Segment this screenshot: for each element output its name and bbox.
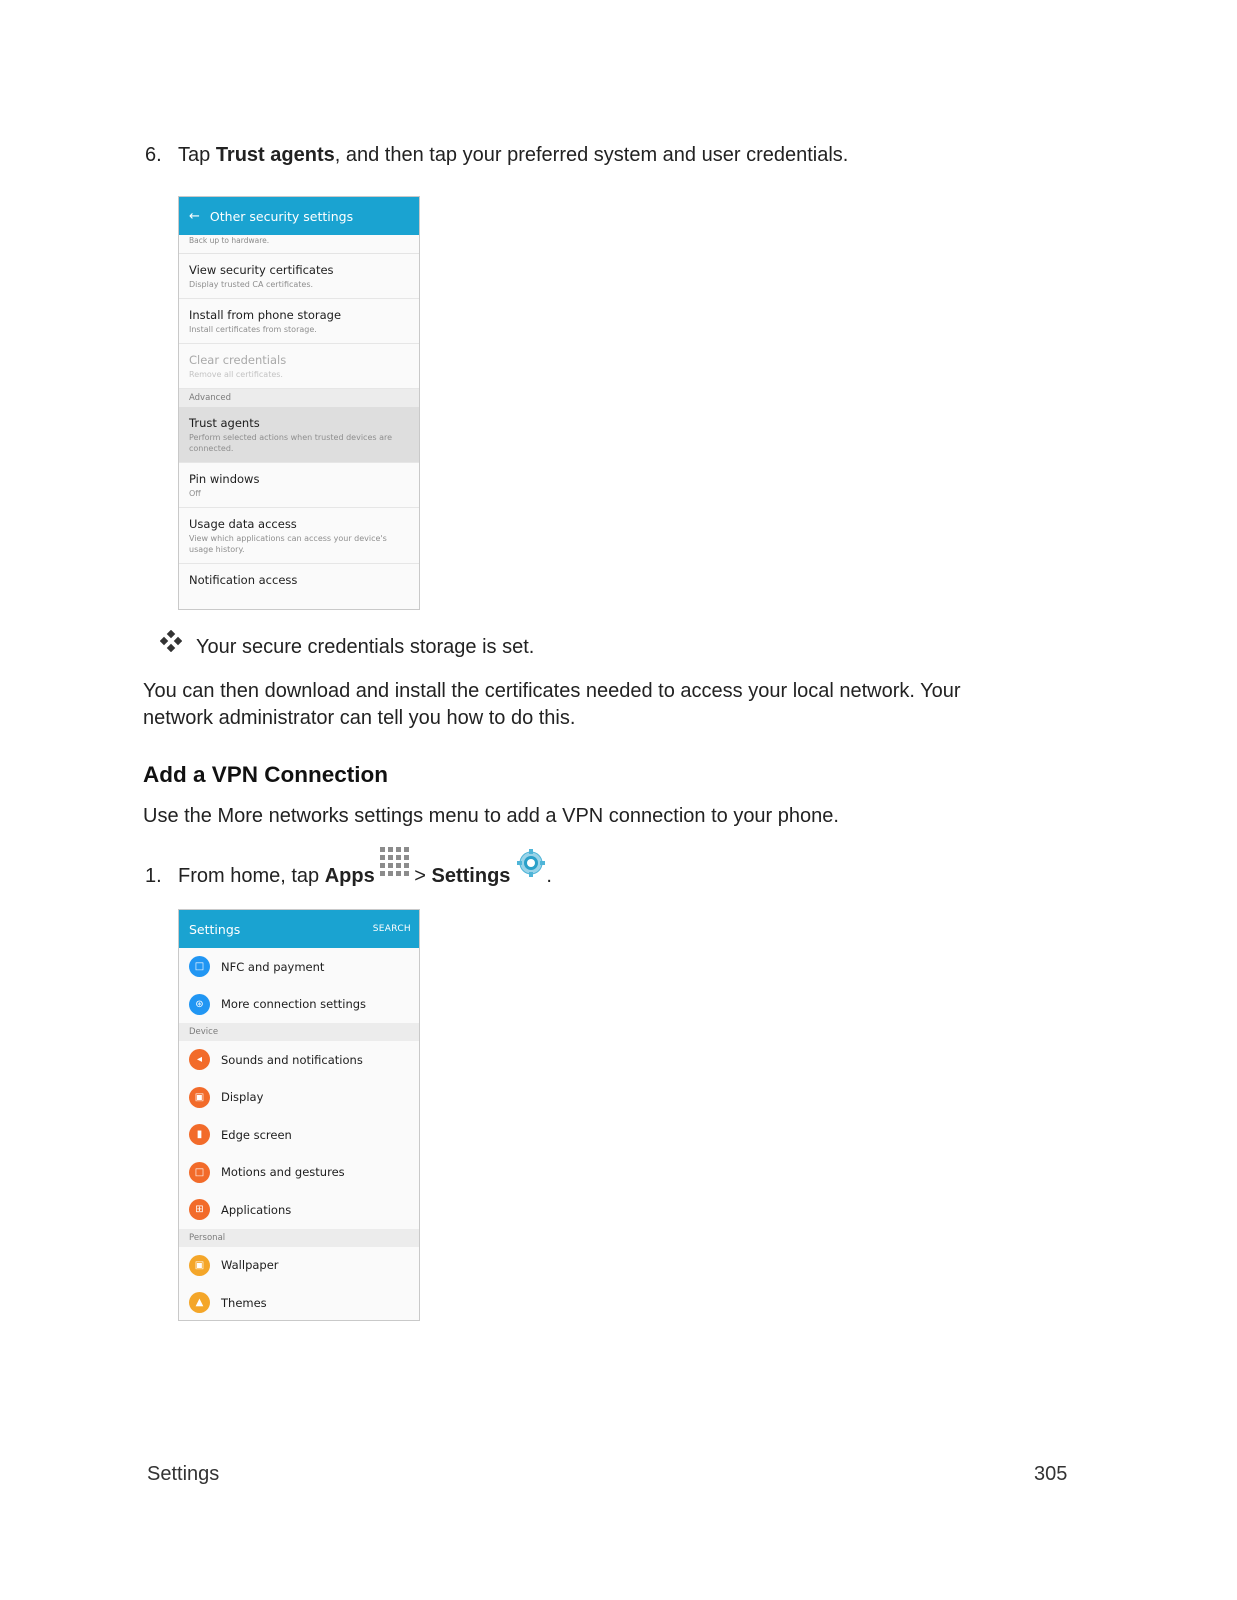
install-from-storage-item[interactable]: Install from phone storage Install certificates from storage. bbox=[179, 299, 419, 344]
wallpaper-row[interactable]: ▣ Wallpaper bbox=[179, 1247, 419, 1285]
notification-access-item[interactable]: Notification access bbox=[189, 573, 298, 587]
sound-icon: ◂ bbox=[189, 1049, 210, 1070]
motions-gestures-row[interactable]: □ Motions and gestures bbox=[179, 1154, 419, 1192]
nfc-payment-row[interactable]: □ NFC and payment bbox=[179, 948, 419, 986]
wallpaper-icon: ▣ bbox=[189, 1255, 210, 1276]
view-security-certificates-item[interactable]: View security certificates Display trusted CA certificates. bbox=[179, 254, 419, 299]
footer-section: Settings bbox=[147, 1463, 220, 1485]
settings-screenshot bbox=[178, 909, 420, 1321]
certificates-paragraph: You can then download and install the certificates needed to access your local network. Your network administrator can tell you how to do this. bbox=[143, 680, 961, 729]
display-row[interactable]: ▣ Display bbox=[179, 1079, 419, 1117]
apps-grid-icon bbox=[379, 846, 409, 882]
nfc-icon: □ bbox=[189, 956, 210, 977]
step-1: 1. From home, tap Apps > Settings . bbox=[145, 846, 552, 888]
section-device: Device bbox=[179, 1023, 419, 1041]
screen-header bbox=[179, 910, 419, 948]
result-bullet-icon bbox=[160, 630, 182, 657]
connection-icon: ⊛ bbox=[189, 994, 210, 1015]
section-advanced: Advanced bbox=[179, 389, 419, 407]
settings-bold: Settings bbox=[431, 865, 511, 887]
result-text: Your secure credentials storage is set. bbox=[196, 636, 535, 658]
step-6: 6. Tap Trust agents, and then tap your preferred system and user credentials. bbox=[145, 144, 849, 166]
themes-icon: ▲ bbox=[189, 1292, 210, 1313]
trust-agents-item[interactable]: Trust agents Perform selected actions when trusted devices are connected. bbox=[179, 407, 419, 463]
usage-data-access-item[interactable]: Usage data access View which applications can access your device's usage history. bbox=[179, 508, 419, 564]
vpn-intro-paragraph: Use the More networks settings menu to add a VPN connection to your phone. bbox=[143, 805, 839, 827]
clear-credentials-item: Clear credentials Remove all certificates. bbox=[179, 344, 419, 389]
display-icon: ▣ bbox=[189, 1087, 210, 1108]
pin-windows-item[interactable]: Pin windows Off bbox=[179, 463, 419, 508]
trust-agents-bold: Trust agents bbox=[215, 144, 335, 166]
page-number: 305 bbox=[1034, 1463, 1068, 1485]
search-button[interactable]: SEARCH bbox=[372, 924, 411, 934]
applications-icon: ⊞ bbox=[189, 1199, 210, 1220]
screen-title: Other security settings bbox=[209, 208, 354, 224]
sounds-notifications-row[interactable]: ◂ Sounds and notifications bbox=[179, 1041, 419, 1079]
back-arrow-icon[interactable]: ← bbox=[189, 208, 200, 224]
edge-icon: ▮ bbox=[189, 1124, 210, 1145]
clipped-subtitle: Back up to hardware. bbox=[179, 235, 419, 254]
themes-row[interactable]: ▲ Themes bbox=[179, 1284, 419, 1321]
edge-screen-row[interactable]: ▮ Edge screen bbox=[179, 1116, 419, 1154]
section-personal: Personal bbox=[179, 1229, 419, 1247]
screen-header bbox=[179, 197, 419, 235]
motion-icon: □ bbox=[189, 1162, 210, 1183]
step-number: 6. bbox=[145, 144, 162, 166]
applications-row[interactable]: ⊞ Applications bbox=[179, 1191, 419, 1229]
settings-gear-icon bbox=[516, 848, 546, 884]
section-heading: Add a VPN Connection bbox=[143, 762, 389, 787]
screen-title: Settings bbox=[189, 921, 241, 937]
apps-bold: Apps bbox=[324, 865, 375, 887]
more-connection-settings-row[interactable]: ⊛ More connection settings bbox=[179, 986, 419, 1024]
step-number: 1. bbox=[145, 865, 162, 887]
security-settings-screenshot bbox=[178, 196, 420, 610]
